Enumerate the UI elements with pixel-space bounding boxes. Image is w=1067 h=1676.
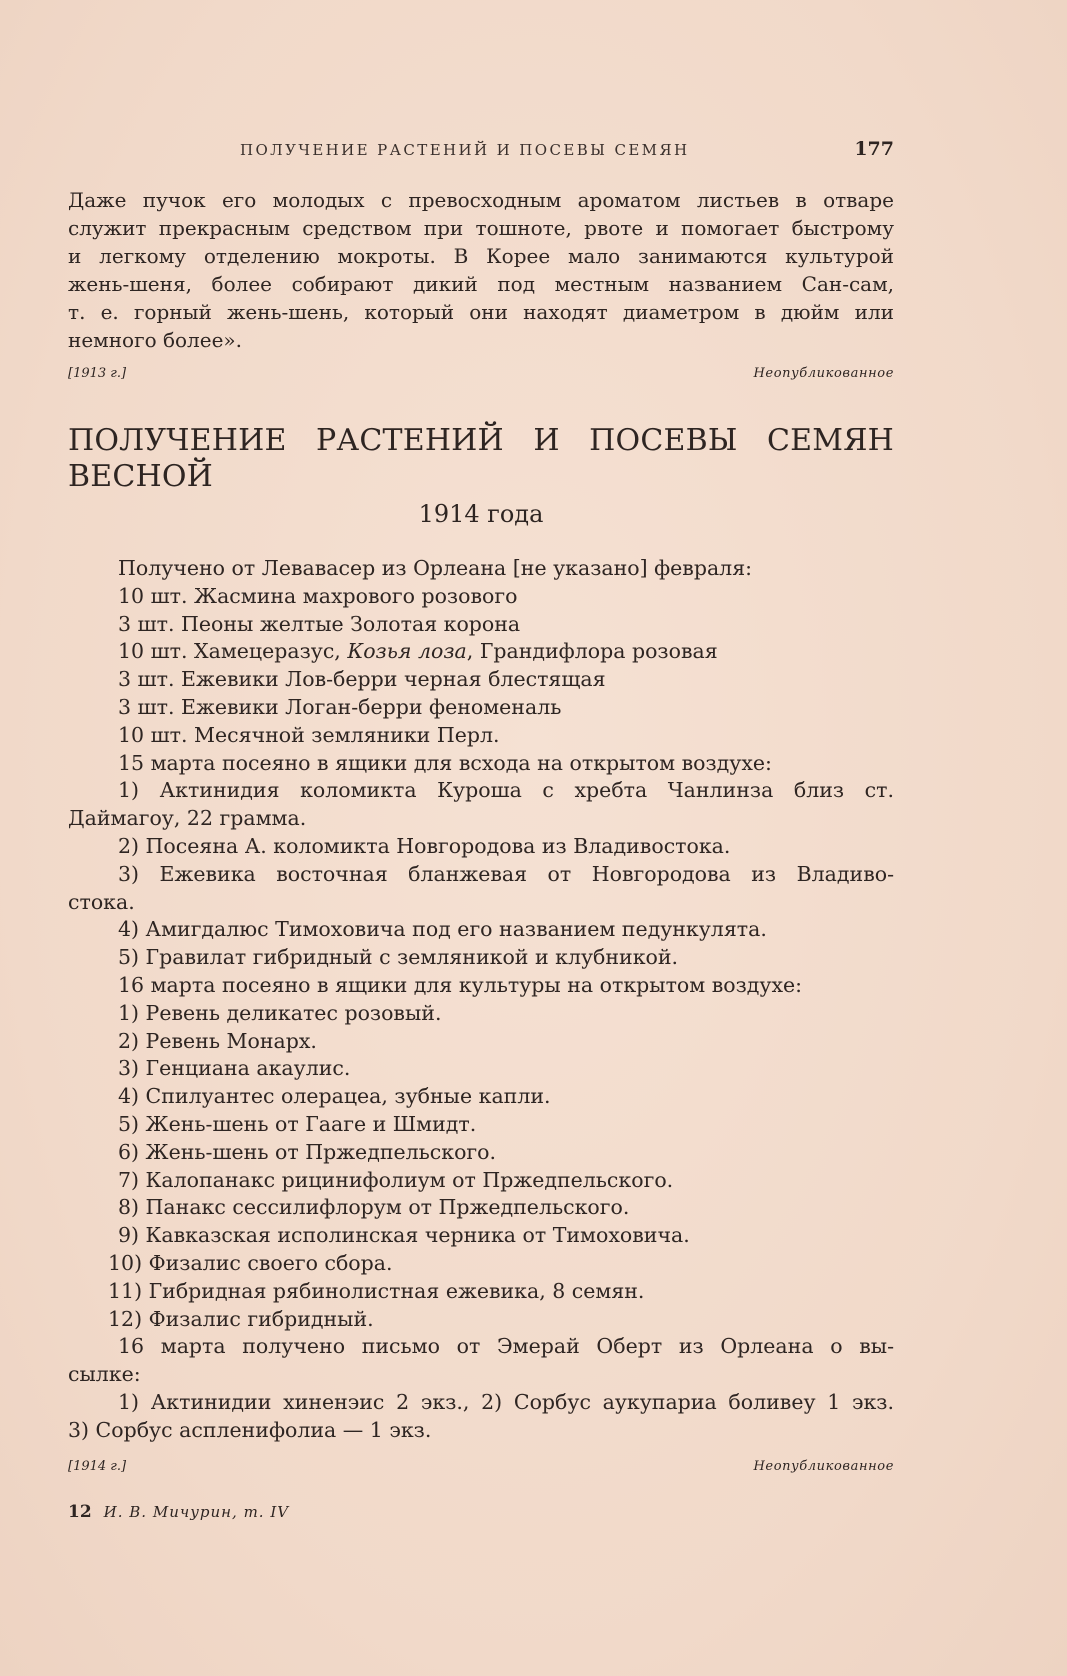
section-line bbox=[68, 666, 894, 694]
section-line-text: 7) Калопанакс рицинифолиум от Пржедпельского. bbox=[118, 1167, 674, 1192]
section-line-text: 16 марта посеяно в ящики для культуры на открытом воздухе: bbox=[118, 972, 803, 997]
intro-line: т. е. горный жень-шень, который они находят диаметром в дюйм или bbox=[68, 300, 894, 324]
section-line-text: 1) Ревень деликатес розовый. bbox=[118, 1000, 442, 1025]
intro-status: Неопубликованное bbox=[753, 366, 894, 381]
section-line-text: сылке: bbox=[68, 1362, 141, 1387]
section-line-text: 3 шт. Ежевики Лов-берри черная блестящая bbox=[118, 667, 606, 692]
section-line bbox=[68, 1167, 894, 1195]
section-line-text: 10 шт. Месячной земляники Перл. bbox=[118, 722, 500, 747]
section-line-text: 9) Кавказская исполинская черника от Тимоховича. bbox=[118, 1223, 690, 1248]
section-line bbox=[68, 1000, 894, 1028]
section-line bbox=[68, 1306, 894, 1334]
section-line-text: 16 марта получено письмо от Эмерай Оберт из Орлеана о вы- bbox=[118, 1334, 894, 1359]
intro-line: и легкому отделению мокроты. В Корее мало занимаются культурой bbox=[68, 244, 894, 268]
section-line-text: 10) Физалис своего сбора. bbox=[108, 1250, 393, 1275]
section-line bbox=[68, 805, 894, 833]
section-line bbox=[68, 889, 894, 917]
intro-paragraph bbox=[68, 186, 894, 354]
section-line-text: 2) Посеяна А. коломикта Новгородова из Владивостока. bbox=[118, 833, 731, 858]
running-head bbox=[68, 138, 894, 172]
intro-line: служит прекрасным средством при тошноте, рвоте и помогает быстрому bbox=[68, 216, 894, 240]
section-line-text: 4) Спилуантес олерацеа, зубные капли. bbox=[118, 1084, 551, 1109]
section-line-text: 4) Амигдалюс Тимоховича под его названием педункулята. bbox=[118, 917, 767, 942]
section-line-text: стока. bbox=[68, 889, 135, 914]
section-line-text: 2) Ревень Монарх. bbox=[118, 1028, 317, 1053]
intro-line: немного более». bbox=[68, 328, 243, 352]
section-date: [1914 г.] bbox=[68, 1458, 127, 1474]
section-line bbox=[68, 1083, 894, 1111]
section-line bbox=[68, 972, 894, 1000]
section-line bbox=[68, 1194, 894, 1222]
section-line bbox=[68, 1333, 894, 1361]
section-line bbox=[68, 1111, 894, 1139]
section-line bbox=[68, 1417, 894, 1445]
section-line-text: 3 шт. Ежевики Логан-берри феноменаль bbox=[118, 694, 562, 719]
section-line bbox=[68, 944, 894, 972]
section-line-text: 3 шт. Пеоны желтые Золотая корона bbox=[118, 611, 521, 636]
intro-line: Даже пучок его молодых с превосходным ароматом листьев в отваре bbox=[68, 188, 894, 212]
section-title: ПОЛУЧЕНИЕ РАСТЕНИЙ И ПОСЕВЫ СЕМЯН ВЕСНОЙ bbox=[68, 423, 894, 494]
section-line-text: 10 шт. Хамецеразус, bbox=[118, 639, 348, 664]
intro-line: жень-шеня, более собирают дикий под местным названием Сан-сам, bbox=[68, 272, 894, 296]
section-line-text: , Грандифлора розовая bbox=[466, 639, 718, 664]
section-line-text: 1) Актинидия коломикта Куроша с хребта Чанлинза близ ст. bbox=[118, 778, 894, 803]
section-line bbox=[68, 555, 894, 583]
intro-date: [1913 г.] bbox=[68, 366, 127, 381]
section-line bbox=[68, 638, 894, 666]
section-line bbox=[68, 1028, 894, 1056]
section-subtitle: 1914 года bbox=[418, 500, 544, 528]
section-line-text: 3) Ежевика восточная бланжевая от Новгородова из Владиво- bbox=[118, 861, 894, 886]
section-line-text: 15 марта посеяно в ящики для всхода на открытом воздухе: bbox=[118, 750, 772, 775]
section-line-emphasis: Козья лоза bbox=[347, 639, 467, 664]
section-status: Неопубликованное bbox=[753, 1458, 894, 1474]
section-line bbox=[68, 916, 894, 944]
section-body bbox=[68, 555, 894, 1445]
section-line bbox=[68, 1222, 894, 1250]
section-line bbox=[68, 583, 894, 611]
section-line-text: 12) Физалис гибридный. bbox=[108, 1306, 374, 1331]
section-line-text: 3) Сорбус аспленифолиа — 1 экз. bbox=[68, 1417, 432, 1442]
section-line bbox=[68, 1278, 894, 1306]
section-line bbox=[68, 694, 894, 722]
section-line bbox=[68, 777, 894, 805]
section-line-text: 5) Жень-шень от Гааге и Шмидт. bbox=[118, 1111, 477, 1136]
page-footer bbox=[68, 1502, 894, 1522]
sheet-number: 12 bbox=[68, 1501, 92, 1522]
section-line bbox=[68, 1389, 894, 1417]
section-line bbox=[68, 722, 894, 750]
section-line-text: 6) Жень-шень от Пржедпельского. bbox=[118, 1139, 497, 1164]
footer-author: И. В. Мичурин, т. IV bbox=[103, 1502, 290, 1521]
section-line bbox=[68, 1055, 894, 1083]
section-line-text: Даймагоу, 22 грамма. bbox=[68, 806, 307, 831]
section-line-text: 8) Панакс сессилифлорум от Пржедпельского. bbox=[118, 1195, 630, 1220]
section-line-text: 5) Гравилат гибридный с земляникой и клубникой. bbox=[118, 945, 679, 970]
section-line bbox=[68, 750, 894, 778]
section-line bbox=[68, 861, 894, 889]
running-title: ПОЛУЧЕНИЕ РАСТЕНИЙ И ПОСЕВЫ СЕМЯН bbox=[240, 141, 690, 159]
section-line-text: 1) Актинидии хиненэис 2 экз., 2) Сорбус аукупариа боливеу 1 экз. bbox=[118, 1389, 894, 1414]
section-line bbox=[68, 833, 894, 861]
page-number: 177 bbox=[854, 138, 894, 160]
intro-signature bbox=[68, 366, 894, 381]
section-line bbox=[68, 611, 894, 639]
page-content bbox=[68, 138, 894, 1522]
section-line-text: 3) Генциана акаулис. bbox=[118, 1056, 351, 1081]
section-line bbox=[68, 1361, 894, 1389]
section-line-text: 10 шт. Жасмина махрового розового bbox=[118, 583, 518, 608]
section-line bbox=[68, 1250, 894, 1278]
section-line-text: Получено от Левавасер из Орлеана [не указано] февраля: bbox=[118, 556, 753, 580]
section-line-text: 11) Гибридная рябинолистная ежевика, 8 семян. bbox=[108, 1278, 645, 1303]
section-signature bbox=[68, 1459, 894, 1474]
section-line bbox=[68, 1139, 894, 1167]
